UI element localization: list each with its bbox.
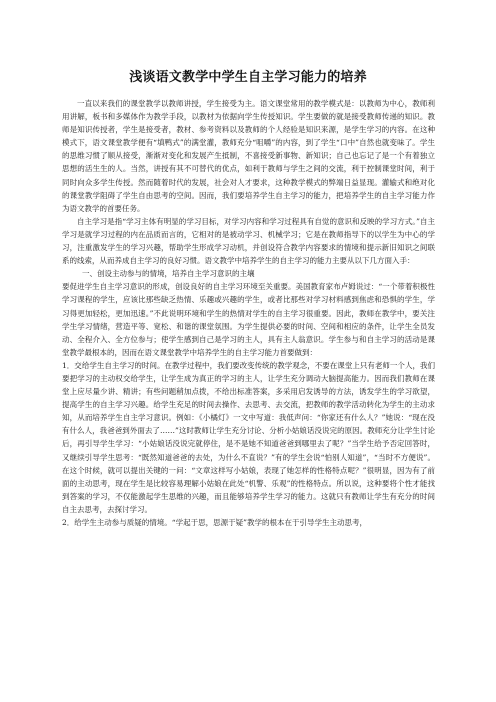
paragraph-point-2: 2．给学生主动参与质疑的情境。“学起于思，思源于疑”教学的根本在于引导学生主动思考， [62,518,367,527]
paragraph-intro: 一直以来我们的课堂教学以教师讲授，学生接受为主。语文课堂常用的教学模式是：以教师为中心，教师利用讲解，板书和多媒体作为教学手段，以教材为依据向学生传授知识。学生要做的就是接受教师传递的知识。教师是知识传授者，学生是接受者，教材、参考资料以及教师的个人经验是知识来源，是学生学习的内容。在这种模式下，语文课堂教学便有“填鸭式”的满堂灌，教师充分“咀嚼”的内容，到了学生“口中”自然也就变味了。学生的思维习惯了顺从接受，渐渐对变化和发展产生抵制，不喜接受新事物、新知识；自己也忘记了是一个有着独立思想的活生生的人。当然，讲授有其不可替代的优点，如利于教师与学生之间的交流，利于控制课堂时间，利于同时向众多学生传授。然而随着时代的发展，社会对人才要求，这种教学模式的弊端日益显现。灌输式和绝对化的课堂教学阻碍了学生自由思考的空间。因而，我们要培养学生自主学习的能力，把培养学生的自主学习能力作为语文教学的首要任务。 [62,99,435,213]
article-body [62,97,435,529]
paragraph-environment: 要促进学生自主学习意识的形成，创设良好的自主学习环境至关重要。美国教育家布卢姆说过：“一个带着积极性学习课程的学生，应该比那些缺乏热情、乐趣或兴趣的学生，或者比那些对学习材料感到焦虑和恐惧的学生，学习得更加轻松，更加迅速。”不此说明环境和学生的热情对学生的自主学习很重要。因此，教师在教学中，要关注学生学习情绪，营造平等、宽松、和谐的课堂氛围。为学生提供必要的时间、空间和相应的条件，让学生全员发动、全程介入、全方位参与；使学生感到自己是学习的主人，具有主人翁意识。学生参与和自主学习的活动是课堂教学最根本的，因而在语文课堂教学中培养学生的自主学习能力首要做到： [62,282,435,357]
paragraph-definition: 自主学习是指“学习主体有明显的学习目标，对学习内容和学习过程具有自觉的意识和反映的学习方式。”自主学习是就学习过程的内在品质而言的，它相对的是被动学习、机械学习；它是在教师指导下的以学生为中心的学习，注重激发学生的学习兴趣，帮助学生形成学习动机，并创设符合教学内容要求的情境和提示新旧知识之间联系的线索，从而养成自主学习的良好习惯。语文教学中培养学生的自主学习的能力主要从以下几方面入手： [62,216,435,266]
paragraph-point-1: 1．交给学生自主学习的时间。在教学过程中，我们要改变传统的教学观念，不要在课堂上只有老师一个人，我们要把学习的主动权交给学生，让学生成为真正的学习的主人，让学生充分调动大脑提高能力。因而我们教师在课堂上应尽量少讲、精讲；有些问题稍加点拨，不给出标准答案，多采用启发诱导的方法，诱发学生的学习欲望，提高学生的自主学习兴趣。给学生充足的时间去操作、去思考、去交流，把教师的教学活动转化为学生的主动求知，从而培养学生自主学习意识。例如：《小橘灯》一文中写道：我低声问：“你家还有什么人？”她说：“现在没有什么人，我爸爸到外面去了……”这时教师让学生充分讨论、分析小姑娘话没说完的原因。教师充分让学生讨论后，再引导学生学习：“小姑娘话没说完就停住，是不是她不知道爸爸到哪里去了呢？”当学生给予否定回答时，又继续引导学生思考：“既然知道爸爸的去处，为什么不直说？”有的学生会说“怕别人知道”，“当时不方便说”。在这个时候，就可以提出关键的一问：“文章这样写小姑娘，表现了她怎样的性格特点呢？”很明显，因为有了前面的主动思考，现在学生是比较容易理解小姑娘在此处“机警、乐观”的性格特点。所以说，这种要将个性才能找到答案的学习，不仅能激起学生思维的兴趣，而且能够培养学生学习的能力。这就只有教师让学生有充分的时间自主去思考，去探讨学习。 [62,360,435,514]
page-title: 浅谈语文教学中学生自主学习能力的培养 [129,70,367,85]
section-heading-1: 一、创设主动参与的情境，培养自主学习意识的主壤 [82,269,255,279]
